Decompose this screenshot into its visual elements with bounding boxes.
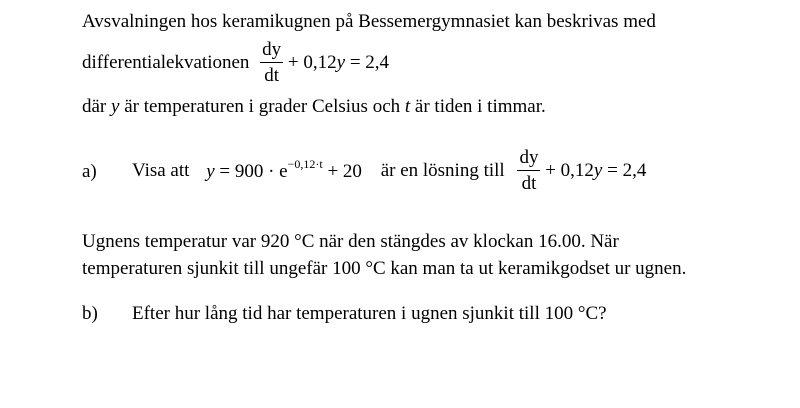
intro-frac-numerator: dy	[262, 39, 282, 60]
part-a-frac-bar	[517, 170, 540, 171]
intro-differential-equation	[260, 39, 390, 86]
part-a-de-var-y: y	[593, 160, 603, 181]
part-a-frac-denominator: dt	[521, 173, 537, 194]
part-a-sol-tail: + 20	[322, 161, 362, 183]
paragraph-line-1: Ugnens temperatur var 920 °C när den stängdes av klockan 16.00. När	[82, 231, 619, 252]
part-b-question: Efter hur lång tid har temperaturen i ugnen sjunkit till 100 °C?	[132, 303, 607, 324]
intro-line3-b: är temperaturen i grader Celsius och	[119, 96, 405, 117]
intro-dy-dt-fraction	[260, 40, 283, 85]
part-a-mid-text: är en lösning till	[380, 160, 505, 181]
part-a-de-rest-b: = 2,4	[602, 160, 647, 181]
intro-de-var-y: y	[336, 52, 346, 73]
part-b-label: b)	[82, 303, 98, 324]
part-a-solution	[206, 156, 362, 183]
intro-de-label: differentialekvationen	[82, 52, 250, 73]
part-a-differential-equation	[517, 147, 647, 194]
intro-de-rest-a: + 0,12	[283, 52, 337, 73]
part-a-sol-exponent: −0,12·t	[287, 156, 323, 171]
part-a-text: Visa att	[132, 160, 190, 181]
part-a-de-rest-a: + 0,12	[540, 160, 594, 181]
intro-line3-a: där	[82, 96, 112, 117]
intro-line3-y: y	[111, 96, 120, 117]
intro-de-rest-b: = 2,4	[345, 52, 390, 73]
part-a-dy-dt-fraction	[517, 148, 540, 193]
intro-line-3	[82, 97, 546, 116]
part-a-sol-y: y	[206, 161, 215, 183]
part-a-sol-eq: = 900 · e	[214, 161, 288, 183]
part-a-label: a)	[82, 161, 97, 182]
part-a-row	[132, 148, 646, 193]
intro-frac-denominator: dt	[264, 65, 280, 86]
intro-frac-bar	[260, 62, 283, 63]
intro-line-2	[82, 40, 389, 85]
intro-line3-t: t	[404, 96, 411, 117]
intro-line-1: Avsvalningen hos keramikugnen på Bessemergymnasiet kan beskrivas med	[82, 11, 656, 32]
paragraph-line-2: temperaturen sjunkit till ungefär 100 °C kan man ta ut keramikgodset ur ugnen.	[82, 258, 687, 279]
intro-line3-c: är tiden i timmar.	[410, 96, 546, 117]
part-a-frac-numerator: dy	[519, 147, 539, 168]
